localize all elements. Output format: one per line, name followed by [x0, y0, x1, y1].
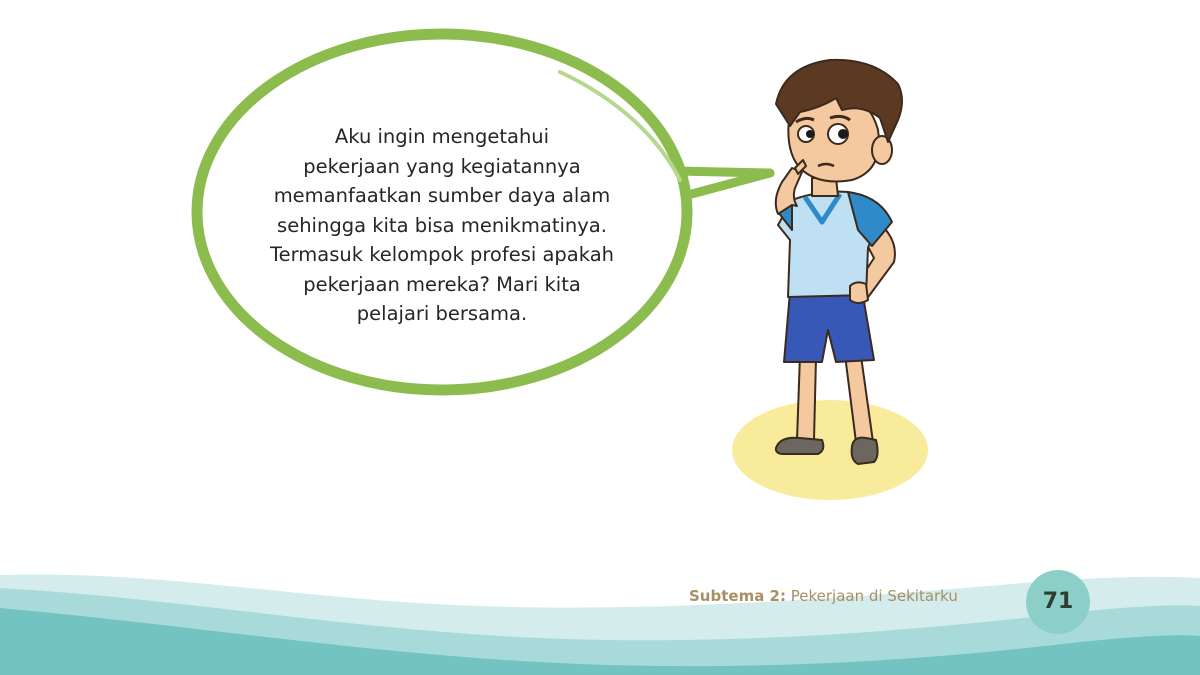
- speech-bubble-text: [232, 122, 652, 329]
- bubble-line: Termasuk kelompok profesi apakah: [269, 243, 615, 266]
- bubble-line: sehingga kita bisa menikmatinya.: [277, 213, 607, 237]
- bubble-line: pekerjaan mereka? Mari kita: [303, 272, 581, 296]
- bubble-line: pekerjaan yang kegiatannya: [303, 154, 581, 178]
- ground-spot: [732, 400, 928, 500]
- bubble-line: pelajari bersama.: [356, 302, 528, 325]
- page-number: 71: [1042, 589, 1074, 614]
- bubble-line: memanfaatkan sumber daya alam: [273, 184, 611, 207]
- footer-subtheme: [689, 587, 958, 605]
- bubble-line: Aku ingin mengetahui: [334, 125, 550, 148]
- bottom-wave-decoration: [0, 574, 1200, 675]
- subtheme-title: Pekerjaan di Sekitarku: [790, 587, 958, 605]
- subtheme-label: Subtema 2:: [689, 587, 786, 605]
